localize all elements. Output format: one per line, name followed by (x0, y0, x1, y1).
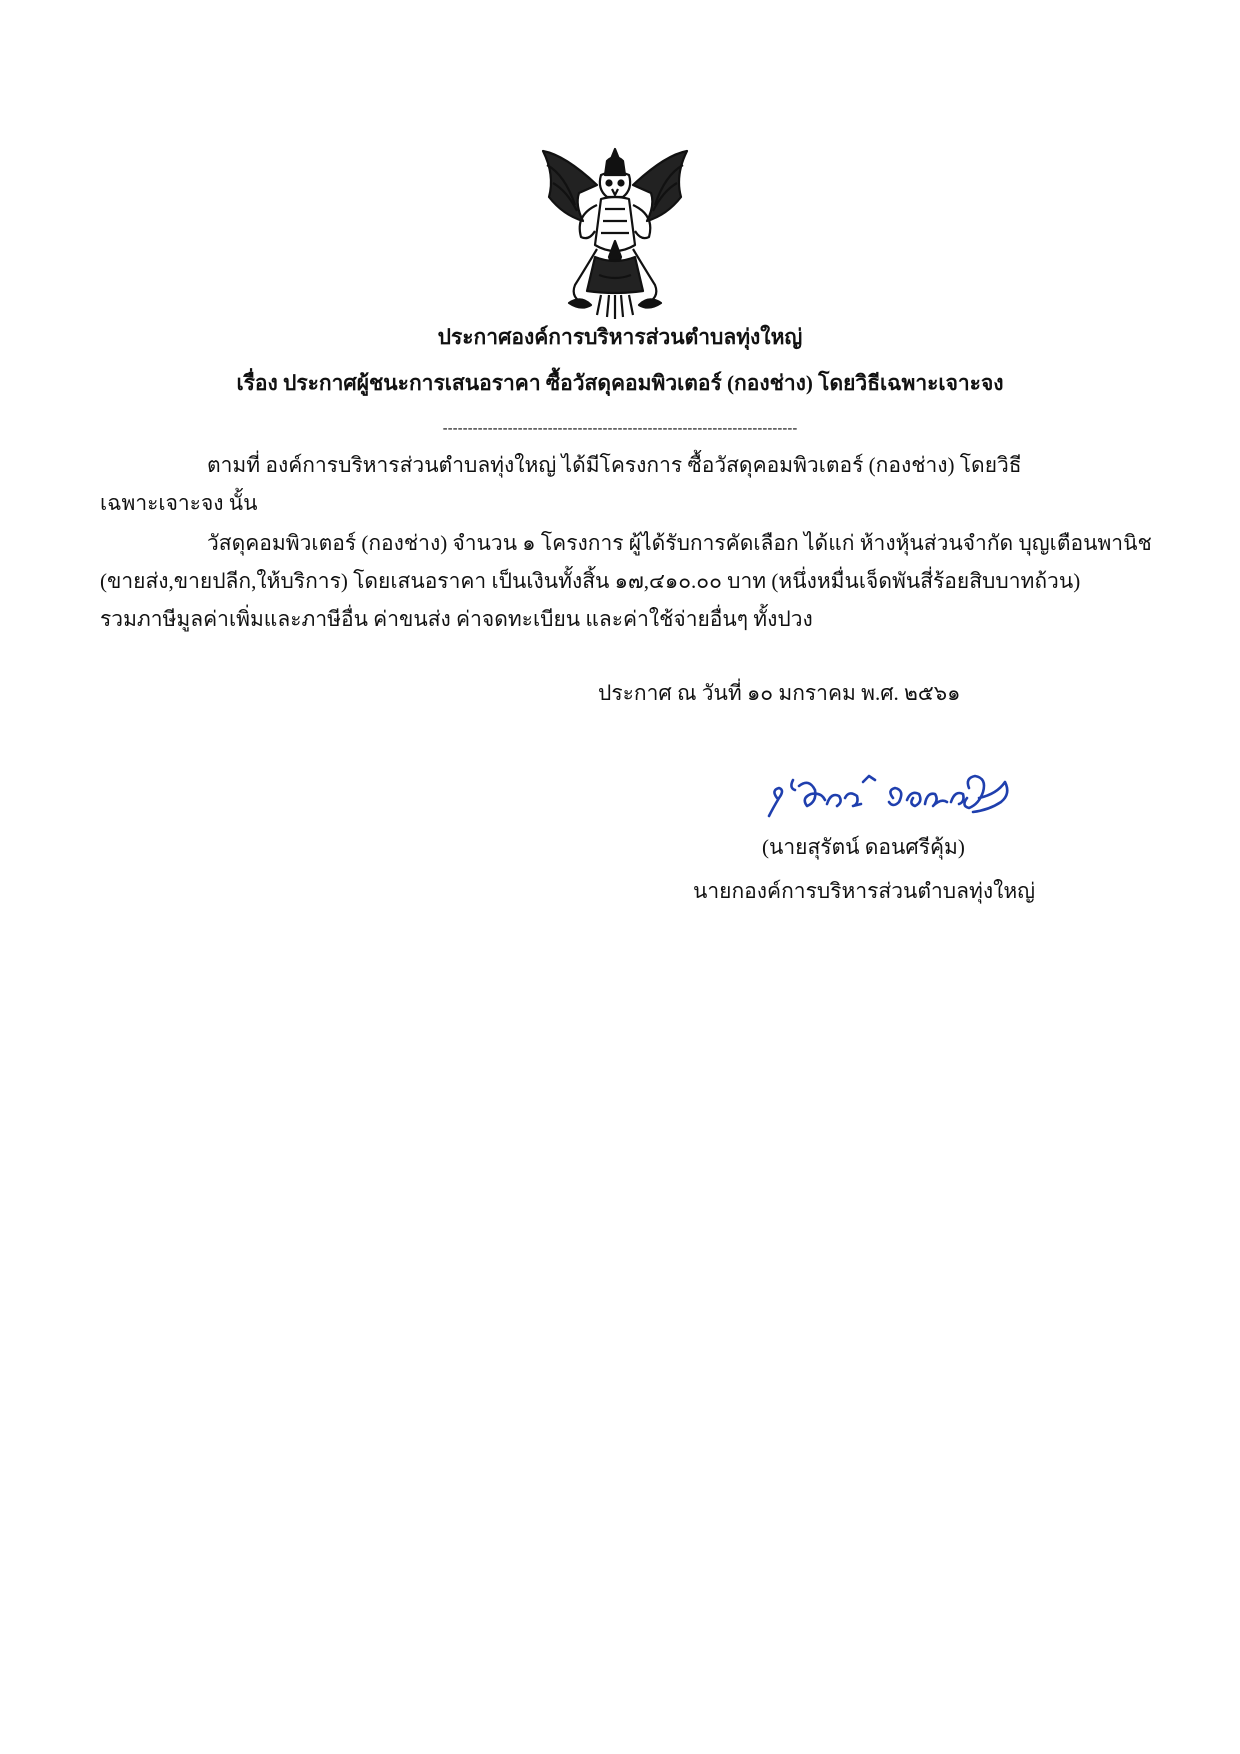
announcement-date: ประกาศ ณ วันที่ ๑๐ มกราคม พ.ศ. ๒๕๖๑ (598, 681, 961, 705)
document-subject: เรื่อง ประกาศผู้ชนะการเสนอราคา ซื้อวัสดุคอมพิวเตอร์ (กองช่าง) โดยวิธีเฉพาะเจาะจง (236, 371, 1004, 395)
paragraph-2-line-3: รวมภาษีมูลค่าเพิ่มและภาษีอื่น ค่าขนส่ง ค่าจดทะเบียน และค่าใช้จ่ายอื่นๆ ทั้งปวง (100, 607, 813, 631)
handwritten-signature (765, 768, 1015, 830)
paragraph-2-line-2: (ขายส่ง,ขายปลีก,ให้บริการ) โดยเสนอราคา เป็นเงินทั้งสิ้น ๑๗,๔๑๐.๐๐ บาท (หนึ่งหมื่นเจ็ดพันสี่ร้อยสิบบาทถ้วน) (100, 569, 1081, 593)
signatory-name: (นายสุรัตน์ ดอนศรีคุ้ม) (762, 835, 965, 859)
separator-line: ----------------------------------------------------------------------- (442, 420, 798, 437)
document-title: ประกาศองค์การบริหารส่วนตำบลทุ่งใหญ่ (437, 325, 803, 349)
paragraph-1-line-2: เฉพาะเจาะจง นั้น (100, 491, 258, 515)
paragraph-2-line-1: วัสดุคอมพิวเตอร์ (กองช่าง) จำนวน ๑ โครงการ ผู้ได้รับการคัดเลือก ได้แก่ ห้างหุ้นส่วนจำกัด บุญเตือนพานิช (207, 531, 1152, 555)
garuda-emblem-icon (535, 145, 695, 320)
paragraph-1-line-1: ตามที่ องค์การบริหารส่วนตำบลทุ่งใหญ่ ได้มีโครงการ ซื้อวัสดุคอมพิวเตอร์ (กองช่าง) โดยวิธี (207, 453, 1022, 477)
signatory-position: นายกองค์การบริหารส่วนตำบลทุ่งใหญ่ (693, 879, 1036, 903)
